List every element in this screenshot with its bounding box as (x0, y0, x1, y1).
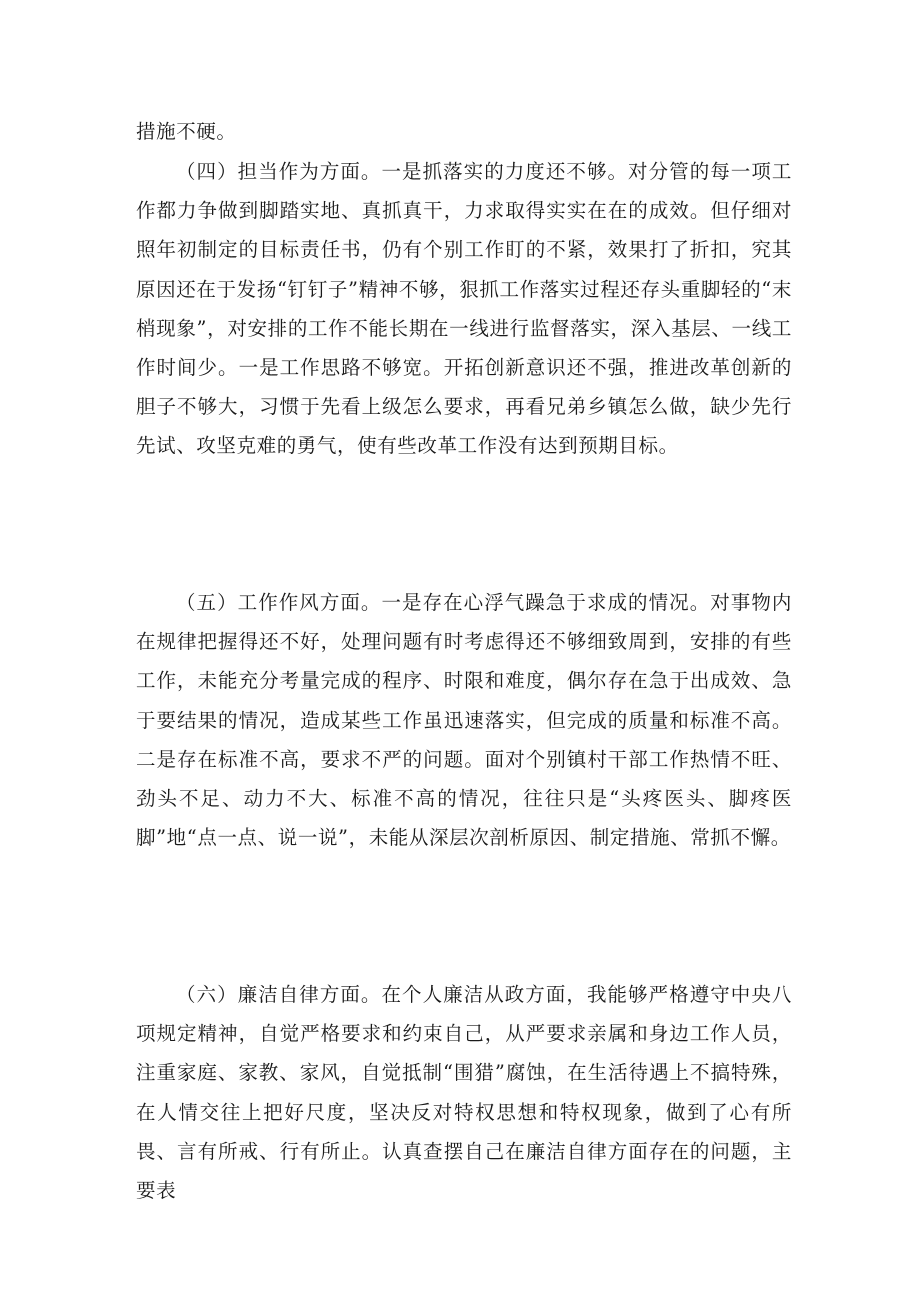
paragraph-section-6-integrity: （六）廉洁自律方面。在个人廉洁从政方面，我能够严格遵守中央八项规定精神，自觉严格要求和约束自己，从严要求亲属和身边工作人员，注重家庭、家教、家风，自觉抵制“围猎”腐蚀，在生活待遇上不搞特殊，在人情交往上把好尺度，坚决反对特权思想和特权现象，做到了心有所畏、言有所戒、行有所止。认真查摆自己在廉洁自律方面存在的问题，主要表 (136, 983, 792, 1203)
paragraph-continuation: 措施不硬。 (136, 120, 237, 143)
paragraph-section-5-work-style: （五）工作作风方面。一是存在心浮气躁急于求成的情况。对事物内在规律把握得还不好，处理问题有时考虑得还不够细致周到，安排的有些工作，未能充分考量完成的程序、时限和难度，偶尔存在急于出成效、急于要结果的情况，造成某些工作虽迅速落实，但完成的质量和标准不高。二是存在标准不高，要求不严的问题。面对个别镇村干部工作热情不旺、劲头不足、动力不大、标准不高的情况，往往只是“头疼医头、脚疼医脚”地“点一点、说一说”，未能从深层次剖析原因、制定措施、常抓不懈。 (136, 591, 792, 850)
paragraph-section-4-responsibility: （四）担当作为方面。一是抓落实的力度还不够。对分管的每一项工作都力争做到脚踏实地、真抓真干，力求取得实实在在的成效。但仔细对照年初制定的目标责任书，仍有个别工作盯的不紧，效果打了折扣，究其原因还在于发扬“钉钉子”精神不够，狠抓工作落实过程还存头重脚轻的“末梢现象”，对安排的工作不能长期在一线进行监督落实，深入基层、一线工作时间少。一是工作思路不够宽。开拓创新意识还不强，推进改革创新的胆子不够大，习惯于先看上级怎么要求，再看兄弟乡镇怎么做，缺少先行先试、攻坚克难的勇气，使有些改革工作没有达到预期目标。 (136, 160, 792, 458)
